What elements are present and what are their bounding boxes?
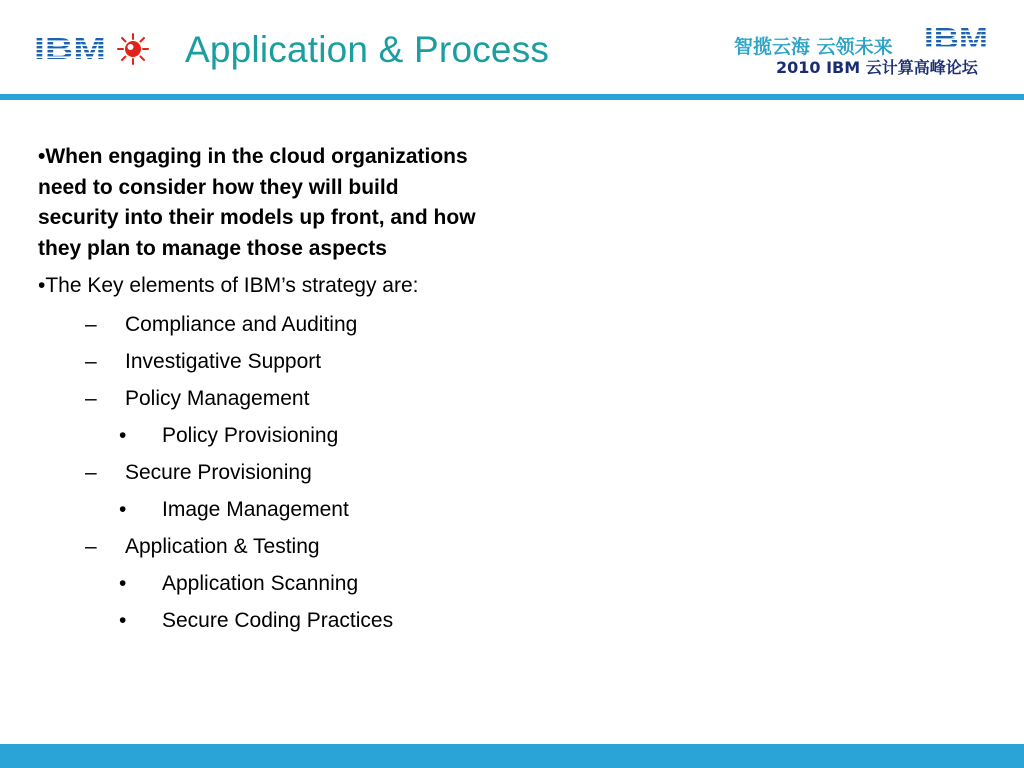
list-item-text: Application & Testing: [125, 534, 320, 558]
bullet-marker: •: [119, 423, 127, 447]
list-item: [38, 380, 478, 417]
bullet-marker: •: [119, 608, 127, 632]
dash-marker: –: [85, 349, 97, 373]
event-name: 2010 IBM 云计算高峰论坛: [776, 58, 978, 77]
sub-list-item: [38, 491, 478, 528]
slide-body: [38, 142, 478, 639]
list-item: [38, 454, 478, 491]
list-item: [38, 343, 478, 380]
bullet-marker: •: [119, 497, 127, 521]
key-elements-bullet: •The Key elements of IBM’s strategy are:: [38, 274, 419, 297]
list-item: [38, 528, 478, 565]
list-item-text: Compliance and Auditing: [125, 312, 358, 336]
event-slogan: 智揽云海 云领未来: [734, 36, 893, 58]
dash-marker: –: [85, 386, 97, 410]
list-item-text: Application Scanning: [162, 571, 359, 595]
intro-bullet: •When engaging in the cloud organizations need to consider how they will build security into their models up front, and how they plan to manage those aspects: [38, 145, 476, 260]
sun-icon: [116, 32, 150, 66]
dash-marker: –: [85, 312, 97, 336]
footer-bar: [0, 744, 1024, 768]
sub-list-item: [38, 602, 478, 639]
list-item-text: Policy Provisioning: [162, 423, 339, 447]
slide-header: [0, 0, 1024, 94]
sub-list-item: [38, 565, 478, 602]
sub-list-item: [38, 417, 478, 454]
ibm-logo: [34, 34, 110, 62]
list-item: [38, 306, 478, 343]
list-item-text: Secure Provisioning: [125, 460, 312, 484]
dash-marker: –: [85, 534, 97, 558]
list-item-text: Policy Management: [125, 386, 310, 410]
dash-marker: –: [85, 460, 97, 484]
ibm-logo-small: [924, 24, 990, 50]
header-divider: [0, 94, 1024, 100]
slide-title: Application & Process: [185, 29, 550, 70]
strategy-list: [38, 306, 478, 639]
list-item-text: Secure Coding Practices: [162, 608, 394, 632]
list-item-text: Image Management: [162, 497, 349, 521]
list-item-text: Investigative Support: [125, 349, 322, 373]
bullet-marker: •: [119, 571, 127, 595]
event-banner: [734, 24, 994, 77]
